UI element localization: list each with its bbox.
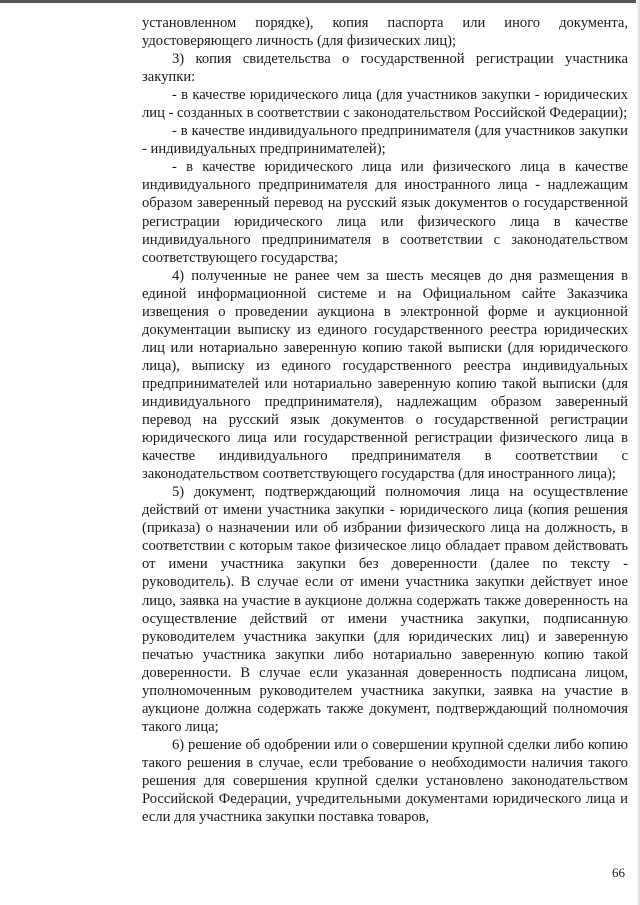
paragraph-item-4: 4) полученные не ранее чем за шесть месяцев до дня размещения в единой информационной системе и на Официальном сайте Заказчика извещения о проведении аукциона в электронной форме и аукционной документации выписку из единого государственного реестра юридических лиц или нотариально заверенную копию такой выписки (для юридического лица), выписку из единого государственного реестра индивидуальных предпринимателей или нотариально заверенную копию такой выписки (для индивидуального предпринимателя), надлежащим образом заверенный перевод на русский язык документов о государственной регистрации юридического лица или государственной регистрации физического лица в качестве индивидуального предпринимателя в соответствии с законодательством соответствующего государства (для иностранного лица); xyxy=(142,267,628,483)
scan-right-edge xyxy=(636,0,640,905)
paragraph-subitem-entrepreneur: - в качестве индивидуального предпринимателя (для участников закупки - индивидуальных предпринимателей); xyxy=(142,123,628,158)
paragraph-item-5: 5) документ, подтверждающий полномочия лица на осуществление действий от имени участника закупки - юридического лица (копия решения (приказа) о назначении или об избрании физического лица на должность, в соответствии с которым такое физическое лицо обладает правом действовать от имени участника закупки без доверенности (далее по тексту - руководитель). В случае если от имени участника закупки действует иное лицо, заявка на участие в аукционе должна содержать также доверенность на осуществление действий от имени участника закупки, подписанную руководителем участника закупки (для юридических лиц) и заверенную печатью участника закупки либо нотариально заверенную копию такой доверенности. В случае если указанная доверенность подписана лицом, уполномоченным руководителем участника закупки, заявка на участие в аукционе должна содержать также документ, подтверждающий полномочия такого лица; xyxy=(142,484,628,735)
paragraph-item-3: 3) копия свидетельства о государственной регистрации участника закупки: xyxy=(142,51,628,86)
paragraph-continuation: установленном порядке), копия паспорта или иного документа, удостоверяющего личность (для физических лиц); xyxy=(142,15,628,50)
paragraph-subitem-legal-entity: - в качестве юридического лица (для участников закупки - юридических лиц - созданных в соответствии с законодательством Российской Федерации); xyxy=(142,87,628,122)
document-body xyxy=(142,14,628,826)
paragraph-subitem-foreign: - в качестве юридического лица или физического лица в качестве индивидуального предпринимателя для иностранного лица - надлежащим образом заверенный перевод на русский язык документов о государственной регистрации юридического лица или физического лица в качестве индивидуального предпринимателя в соответствии с законодательством соответствующего государства; xyxy=(142,159,628,266)
page-number: 66 xyxy=(612,865,625,880)
scan-top-edge xyxy=(0,0,640,3)
paragraph-item-6: 6) решение об одобрении или о совершении крупной сделки либо копию такого решения в случае, если требование о необходимости наличия такого решения для совершения крупной сделки установлено законодательством Российской Федерации, учредительными документами юридического лица и если для участника закупки поставка товаров, xyxy=(142,736,628,826)
